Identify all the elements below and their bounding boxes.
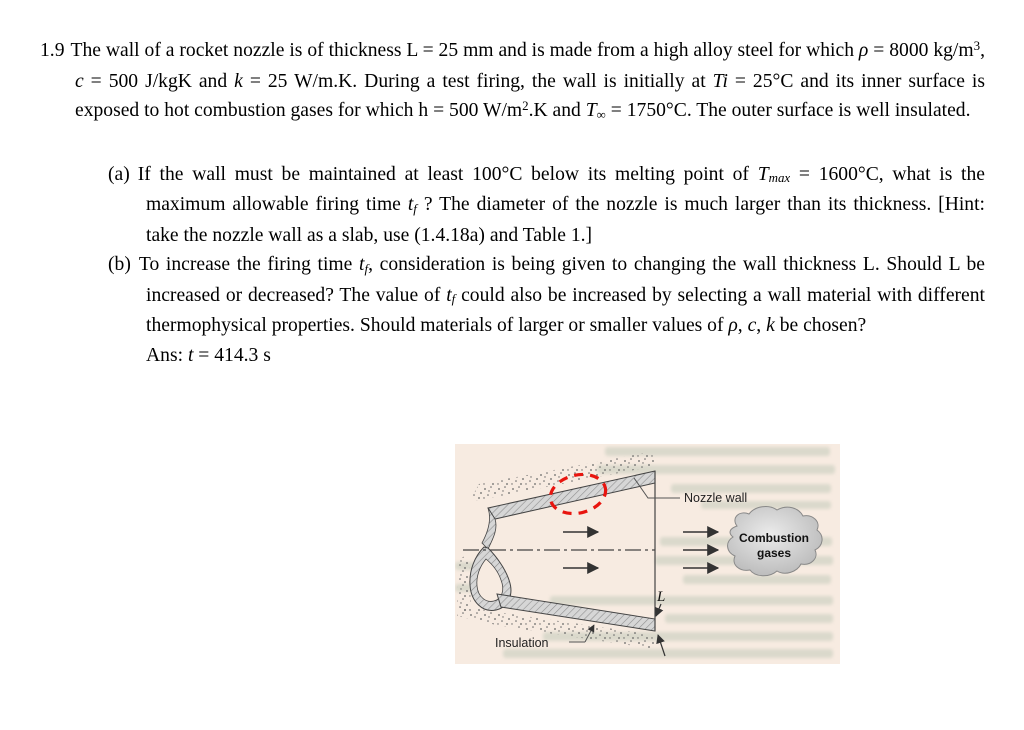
combustion-gases-label-line1: Combustion <box>739 531 809 545</box>
part-a-text: If the wall must be maintained at least 100°C below its melting point of Tmax = 1600°C, what is the maximum allowable firing time tf ? The diameter of the nozzle is much larger than its thickness. [Hint: take the nozzle wall as a slab, use (1.4.18a) and Table 1.] <box>137 163 985 246</box>
insulation-label: Insulation <box>495 636 549 650</box>
statement-paragraph <box>40 36 985 127</box>
insulation-stipple-left <box>457 554 471 612</box>
statement-text: The wall of a rocket nozzle is of thickness L = 25 mm and is made from a high alloy steel for which ρ = 8000 $kg/m^3$, c = 500 J/kgK and k = 25 W/m.K. During a test firing, the wall is initially at Ti = 25°C and its inner surface is exposed to hot combustion gases for which h = 500 $W/m^2.K$ and T∞ = 1750°C. The outer surface is well insulated. <box>70 37 985 122</box>
part-b-label: (b) <box>108 254 131 275</box>
problem-statement <box>0 36 985 370</box>
nozzle-wall-label: Nozzle wall <box>684 491 748 505</box>
nozzle-figure <box>455 444 840 664</box>
part-b <box>108 250 985 370</box>
part-a <box>108 160 985 251</box>
part-b-text: To increase the firing time tf, consideration is being given to changing the wall thickness L. Should L be increased or decreased? The value of tf could also be increased by selecting a wall material with different thermophysical properties. Should materials of larger or smaller values of ρ, c, k be chosen? <box>138 254 985 336</box>
combustion-gases-label-line2: gases <box>756 546 792 560</box>
nozzle-diagram <box>455 444 840 664</box>
part-a-label: (a) <box>108 163 130 185</box>
thickness-label: L <box>657 589 666 605</box>
problem-parts <box>0 160 985 371</box>
answer-line: Ans: t = 414.3 s <box>146 344 271 366</box>
problem-number: 1.9 <box>40 40 65 61</box>
